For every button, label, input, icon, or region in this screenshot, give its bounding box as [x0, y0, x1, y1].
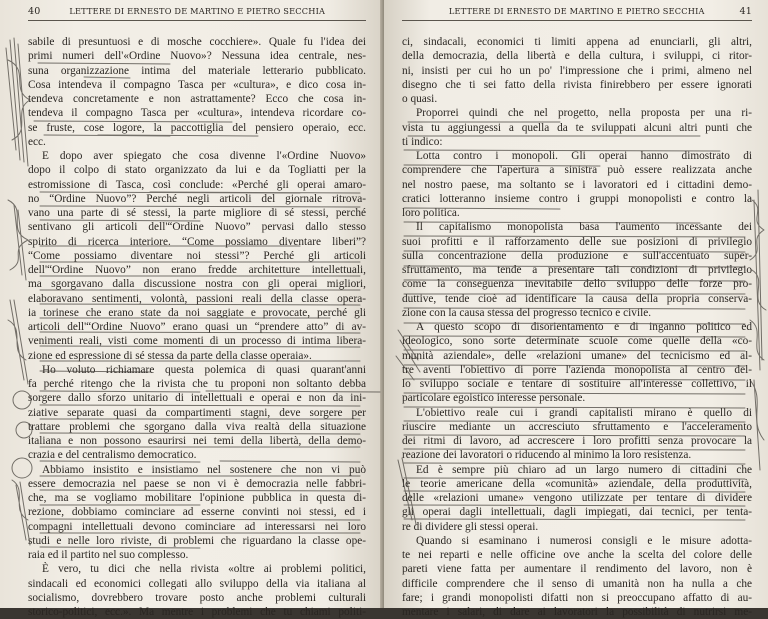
- left-page-text-line: compagni intellettuali devono cominciare ad interessarsi nei loro: [28, 520, 366, 533]
- right-page-text-line: ci, sindacali, economici ti limiti appena ad enunciarli, gli altri,: [402, 36, 752, 48]
- left-page-text-line: sorgere dallo sforzo unitario di intellettuali e operai e non da ini-: [28, 392, 366, 405]
- left-page-text-line: trattare problemi che sgorgano dalla viva realtà della situazione: [28, 420, 366, 433]
- right-page-text-line: delle «relazioni umane» vengono utilizzate per tentare di dividere: [402, 492, 752, 504]
- right-page-text-line: suoi profitti e il rafforzamento delle sue posizioni di privilegio: [402, 235, 752, 248]
- left-page-text-line: rezione, dobbiamo cominciare ad esserne convinti noi stessi, ed i: [28, 506, 366, 519]
- right-page-text-line: duttive, tende cioè ad identificare la causa della propria conserva-: [402, 292, 752, 305]
- right-page-text-line: Lotta contro i monopoli. Gli operai hanno dimostrato di: [416, 150, 752, 162]
- right-page-text-line: sulla concentrazione della produzione e sull'accentuato super-: [402, 249, 752, 262]
- right-page-text-line: L'obiettivo reale cui i grandi capitalisti mirano è quello di: [416, 406, 752, 419]
- left-page-text-line: dopo il colpo di stato organizzato da lui e da Togliatti per la: [28, 164, 366, 177]
- right-page-text-line: zione con la causa stessa del progresso tecnico e civile.: [402, 306, 652, 319]
- left-page-text-line: “Come possiamo diventare noi stessi”? Perché gli articoli: [28, 249, 366, 262]
- left-page-text-line: ziative separate quasi da compartimenti stagni, deve sorgere per: [28, 406, 366, 419]
- right-page-text-line: Ed è sempre più chiaro ad un largo numero di cittadini che: [416, 463, 752, 476]
- right-page-text-line: nel nostro paese, ma soltanto se i lavoratori ed i cittadini demo-: [402, 178, 752, 191]
- left-page-text-line: essere democrazia nel paese se non vi è democrazia nelle fabbri-: [28, 477, 366, 490]
- right-body-text: [402, 35, 752, 619]
- right-page-text-line: difficile comprendere che il senso di umanità non ha nulla a che: [402, 577, 752, 590]
- right-page-text-line: te nei reparti e nelle officine ove anche la scelta del colore delle: [402, 549, 752, 561]
- left-page-text-line: Ho voluto richiamare questa polemica di quasi quarant'anni: [42, 363, 366, 376]
- right-page-text-line: mentare i salari, di dare ai lavoratori la possibilità di nutrirsi me-: [402, 606, 752, 618]
- left-page-text-line: articoli dell'“Ordine Nuovo” erano quasi un “prendere atto” di av-: [28, 321, 366, 333]
- right-page-text-line: cratici lotteranno insieme contro i gruppi monopolisti e contro la: [402, 192, 752, 205]
- right-page-text-line: comprendere che l'apertura a sinistra può essere realizzata anche: [402, 164, 752, 177]
- left-page-text-line: italiana e non possono esaurirsi nei temi della libertà, della demo-: [28, 435, 366, 447]
- right-page-text-line: le teorie americane della «comunità» aziendale, della produttività,: [402, 477, 752, 490]
- right-page-text-line: vista tu aggiungessi a quella da te sviluppati alcuni altri punti che: [402, 121, 752, 134]
- right-page-text-line: o quasi.: [402, 93, 438, 105]
- left-page-text-line: studi e nelle loro riviste, di problemi che riguardano la classe ope-: [28, 534, 366, 547]
- left-page-text-line: no “Ordine Nuovo”? Perché negli articoli del giornale ritrova-: [28, 192, 366, 205]
- left-page-text-line: elaboravano sentimenti, volontà, passioni reali della classe opera-: [28, 292, 366, 305]
- left-page-text-line: storico-politici, ecc.». Ma mentre i problemi che tu chiami politi-: [28, 606, 366, 618]
- left-page-text-line: Abbiamo insistito e insistiamo nel sostenere che non vi può: [42, 463, 366, 476]
- right-page-text-line: pareti viene fatta per aumentare il rendimento del lavoro, non è: [402, 563, 752, 576]
- left-page-text-line: venimenti reali, visti come momenti di un processo di intima libera-: [28, 335, 366, 348]
- right-page-text-line: Quando si esaminano i numerosi consigli e le misure adotta-: [416, 534, 752, 547]
- right-page: [384, 0, 768, 618]
- right-page-text-line: loro politica.: [402, 207, 460, 219]
- right-running-head: LETTERE DI ERNESTO DE MARTINO E PIETRO SECCHIA: [448, 6, 705, 16]
- left-page-text-line: spirito di ricerca interiore. “Come possiamo diventare liberi”?: [28, 235, 366, 248]
- left-page-text-line: socialismo, dovrebbero trovare posto anche problemi culturali: [28, 591, 366, 604]
- left-page-text-line: raia ed il partito nel suo complesso.: [28, 549, 189, 561]
- left-page-text-line: crazia e del centralismo democratico.: [28, 449, 197, 462]
- left-page-text-line: zione ed espressione di sé stessa da parte della classe operaia».: [28, 349, 312, 362]
- right-page-text-line: disegno che ti sei fatto della rivista finirebbero per essere ignorati: [402, 78, 752, 91]
- left-page-text-line: suna organizzazione intima del materiale letterario pubblicato.: [28, 64, 366, 77]
- right-page-number: 41: [739, 6, 752, 17]
- left-page-header: [28, 6, 366, 21]
- right-page-text-line: particolare egoistico interesse personale.: [402, 392, 586, 405]
- right-page-text-line: riuscire mediante un accresciuto sfruttamento e l'acceleramento: [402, 420, 752, 433]
- right-page-text-line: Proporrei quindi che nel progetto, nella proposta per una ri-: [416, 107, 752, 120]
- left-page-text-line: dell'“Ordine Nuovo” non erano fredde architetture intellettuali,: [28, 264, 366, 276]
- right-page-text-line: ideologico, sono sorte determinate scuole come quelle della «co-: [402, 335, 752, 348]
- left-page-text-line: E dopo aver spiegato che cosa divenne l'«Ordine Nuovo»: [42, 150, 366, 162]
- right-page-text-line: sfruttamento, ma tende a presentare tali condizioni di privilegio: [402, 264, 752, 276]
- left-page-text-line: sentivano gli articoli dell'“Ordine Nuovo” pervasi dallo stesso: [28, 221, 366, 234]
- right-page-text-line: ti indico:: [402, 135, 443, 148]
- left-page-text-line: se fruste, cose logore, la paccottiglia del pensiero operaio, ecc.: [28, 121, 366, 134]
- right-page-text-line: munità aziendale», delle «relazioni umane» del tecnicismo ed al-: [402, 349, 752, 362]
- right-page-text-line: lo sviluppo sociale e tentare di sostituire all'interesse collettivo, il: [402, 378, 752, 390]
- right-page-text-line: ni, insisti per cui ho un po' l'impressione che i primi, almeno nel: [402, 64, 752, 77]
- left-page-text-line: vano una parte di sé stessi, la parte migliore di sé stessi, perché: [28, 207, 366, 219]
- left-page-text-line: ia torinese che erano state da noi saggiate e provocate, perché gli: [28, 306, 366, 319]
- left-page-text-line: Cosa intendeva il compagno Tasca per «cultura», e dico cosa in-: [28, 78, 366, 91]
- left-page-text-line: sindacali ed economici collegati allo sviluppo della via italiana al: [28, 577, 366, 590]
- left-page-number: 40: [28, 6, 41, 17]
- right-page-text-line: dei ritmi di lavoro, ad accrescere i loro profitti senza provocare la: [402, 435, 752, 447]
- left-page-text-line: fa perché ritengo che la rivista che tu proponi non soltanto debba: [28, 378, 366, 390]
- right-page-text-line: fare; i grandi monopolisti difatti non si preoccupano affatto di au-: [402, 591, 752, 604]
- left-page: [0, 0, 384, 618]
- left-page-text-line: che, ma se vogliamo mobilitare l'opinione pubblica in questa di-: [28, 492, 366, 504]
- left-running-head: LETTERE DI ERNESTO DE MARTINO E PIETRO SECCHIA: [69, 6, 326, 16]
- left-page-text-line: primi numeri dell'«Ordine Nuovo»? Nessuna idea centrale, nes-: [28, 50, 366, 63]
- left-page-text-line: sabile di presuntuosi e di mosche cocchiere». Quale fu l'idea dei: [28, 36, 366, 48]
- left-page-text-line: tendeva concretamente e non astrattamente? Ecco che cosa in-: [28, 93, 366, 105]
- right-page-text-line: gli operai dagli intellettuali, dagli impiegati, dai tecnici, per tenta-: [402, 506, 752, 519]
- right-page-text-line: tre aventi l'obiettivo di porre l'azienda monopolista al centro del-: [402, 363, 752, 376]
- left-page-text-line: ecc.: [28, 135, 46, 148]
- right-page-header: [402, 6, 752, 21]
- left-body-text: [28, 35, 366, 619]
- left-page-text-line: ma sgorgavano dalla discussione nostra con gli operai migliori,: [28, 278, 366, 291]
- left-page-text-line: È vero, tu dici che nella rivista «oltre ai problemi politici,: [42, 563, 366, 576]
- left-page-text-line: tendeva il compagno Tasca per «cultura», intendeva ricordare co-: [28, 107, 366, 120]
- right-page-text-line: Il capitalismo monopolista basa l'aumento incessante dei: [416, 221, 752, 234]
- right-page-text-line: della democrazia, della libertà e della cultura, i sviluppi, ci ritor-: [402, 50, 752, 63]
- right-page-text-line: reazione dei lavoratori o riducendo al minimo la loro resistenza.: [402, 449, 692, 462]
- right-page-text-line: re di dividere gli stessi operai.: [402, 520, 539, 533]
- right-page-text-line: A questo scopo di disorientamento e di inganno politico ed: [416, 321, 752, 333]
- right-page-text-line: come la conseguenza inevitabile dello sviluppo delle forze pro-: [402, 278, 752, 291]
- left-page-text-line: estromissione di Tasca, così conclude: «Perché gli operai amaro-: [28, 178, 366, 191]
